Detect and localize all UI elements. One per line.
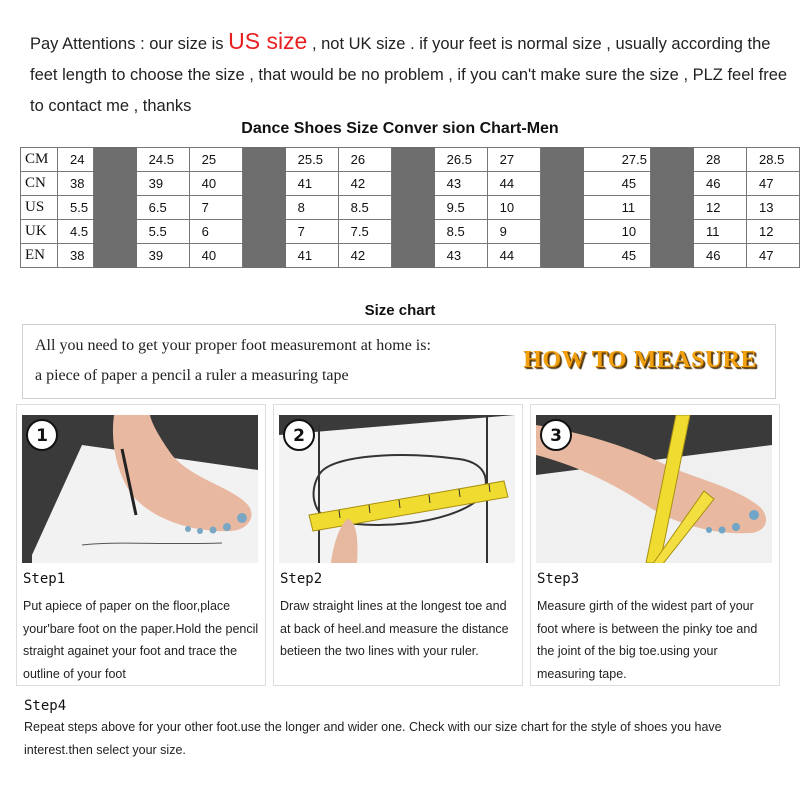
table-separator bbox=[93, 220, 136, 244]
step4-title: Step4 bbox=[24, 698, 67, 714]
size-cell: 46 bbox=[694, 172, 747, 196]
size-cell: 10 bbox=[487, 196, 540, 220]
size-cell: 4.5 bbox=[58, 220, 94, 244]
table-separator bbox=[391, 172, 434, 196]
size-cell: 25.5 bbox=[285, 148, 338, 172]
how-to-measure-banner: HOW TO MEASURE bbox=[523, 347, 757, 373]
size-chart-title: Size chart bbox=[364, 302, 436, 319]
size-cell: 7 bbox=[285, 220, 338, 244]
size-row-label: UK bbox=[21, 220, 58, 244]
size-cell: 10 bbox=[583, 220, 650, 244]
size-conversion-table bbox=[20, 147, 800, 268]
foot-trace-illustration bbox=[22, 415, 258, 563]
measure-tools: a piece of paper a pencil a ruler a measuring tape bbox=[35, 367, 349, 384]
table-separator bbox=[242, 220, 285, 244]
table-separator bbox=[651, 172, 694, 196]
table-separator bbox=[651, 148, 694, 172]
step1-panel bbox=[16, 404, 266, 686]
table-separator bbox=[391, 220, 434, 244]
table-separator bbox=[93, 244, 136, 268]
size-cell: 28 bbox=[694, 148, 747, 172]
size-cell: 47 bbox=[747, 244, 800, 268]
size-cell: 46 bbox=[694, 244, 747, 268]
size-cell: 42 bbox=[338, 244, 391, 268]
step3-panel bbox=[530, 404, 780, 686]
size-cell: 24 bbox=[58, 148, 94, 172]
notice-highlight: US size bbox=[228, 28, 308, 54]
step1-photo bbox=[22, 415, 258, 563]
size-row-cm bbox=[21, 148, 800, 172]
notice-text bbox=[30, 26, 790, 122]
size-row-cn bbox=[21, 172, 800, 196]
size-cell: 9.5 bbox=[434, 196, 487, 220]
size-cell: 5.5 bbox=[136, 220, 189, 244]
chart-title: Dance Shoes Size Conver sion Chart-Men bbox=[241, 120, 559, 137]
table-separator bbox=[651, 244, 694, 268]
size-cell: 38 bbox=[58, 244, 94, 268]
size-cell: 39 bbox=[136, 244, 189, 268]
size-cell: 11 bbox=[694, 220, 747, 244]
table-separator bbox=[93, 148, 136, 172]
table-separator bbox=[540, 172, 583, 196]
size-cell: 45 bbox=[583, 172, 650, 196]
size-cell: 41 bbox=[285, 244, 338, 268]
size-cell: 12 bbox=[694, 196, 747, 220]
size-row-en bbox=[21, 244, 800, 268]
size-cell: 6 bbox=[189, 220, 242, 244]
size-cell: 25 bbox=[189, 148, 242, 172]
size-row-label: EN bbox=[21, 244, 58, 268]
notice-part2: , not UK size . if your feet is normal size , usually according the feet length to choose the size , that would be no problem , if you can't make sure the size , PLZ feel free to contact me , thanks bbox=[30, 35, 788, 115]
size-cell: 8.5 bbox=[338, 196, 391, 220]
step1-text: Put apiece of paper on the floor,place your'bare foot on the paper.Hold the pencil straight againet your foot and trace the outline of your foot bbox=[23, 599, 259, 681]
notice-part1: Pay Attentions : our size is bbox=[30, 35, 229, 53]
table-separator bbox=[93, 196, 136, 220]
size-row-label: US bbox=[21, 196, 58, 220]
table-separator bbox=[540, 220, 583, 244]
table-separator bbox=[540, 196, 583, 220]
step2-text: Draw straight lines at the longest toe and at back of heel.and measure the distance betieen the two lines with your ruler. bbox=[280, 599, 509, 658]
size-cell: 40 bbox=[189, 244, 242, 268]
size-row-label: CN bbox=[21, 172, 58, 196]
size-cell: 8.5 bbox=[434, 220, 487, 244]
size-cell: 9 bbox=[487, 220, 540, 244]
step1-number: 1 bbox=[36, 426, 48, 446]
size-cell: 26.5 bbox=[434, 148, 487, 172]
table-separator bbox=[242, 148, 285, 172]
table-separator bbox=[242, 244, 285, 268]
step3-text: Measure girth of the widest part of your foot where is between the pinky toe and the joint of the big toe.using your measuring tape. bbox=[537, 599, 758, 681]
measure-box bbox=[22, 324, 776, 399]
size-cell: 12 bbox=[747, 220, 800, 244]
table-separator bbox=[391, 196, 434, 220]
size-cell: 39 bbox=[136, 172, 189, 196]
table-separator bbox=[242, 196, 285, 220]
size-cell: 13 bbox=[747, 196, 800, 220]
table-separator bbox=[242, 172, 285, 196]
step3-photo bbox=[536, 415, 772, 563]
size-cell: 43 bbox=[434, 172, 487, 196]
step2-panel bbox=[273, 404, 523, 686]
measure-requirements: All you need to get your proper foot measuremont at home is: bbox=[35, 337, 431, 354]
size-cell: 27.5 bbox=[583, 148, 650, 172]
size-cell: 28.5 bbox=[747, 148, 800, 172]
table-separator bbox=[391, 148, 434, 172]
table-separator bbox=[651, 196, 694, 220]
size-cell: 5.5 bbox=[58, 196, 94, 220]
size-cell: 8 bbox=[285, 196, 338, 220]
table-separator bbox=[540, 148, 583, 172]
size-cell: 43 bbox=[434, 244, 487, 268]
step2-photo bbox=[279, 415, 515, 563]
size-row-label: CM bbox=[21, 148, 58, 172]
tape-girth-illustration bbox=[536, 415, 772, 563]
size-cell: 38 bbox=[58, 172, 94, 196]
size-cell: 44 bbox=[487, 172, 540, 196]
size-cell: 44 bbox=[487, 244, 540, 268]
size-cell: 41 bbox=[285, 172, 338, 196]
size-cell: 40 bbox=[189, 172, 242, 196]
step4-text: Repeat steps above for your other foot.use the longer and wider one. Check with our size chart for the style of shoes you have interest.then select your size. bbox=[24, 720, 722, 757]
size-row-uk bbox=[21, 220, 800, 244]
size-cell: 26 bbox=[338, 148, 391, 172]
size-cell: 47 bbox=[747, 172, 800, 196]
ruler-measure-illustration bbox=[279, 415, 515, 563]
table-separator bbox=[391, 244, 434, 268]
table-separator bbox=[93, 172, 136, 196]
size-cell: 6.5 bbox=[136, 196, 189, 220]
step2-number: 2 bbox=[293, 426, 305, 446]
size-cell: 7.5 bbox=[338, 220, 391, 244]
table-separator bbox=[651, 220, 694, 244]
step3-title: Step3 bbox=[537, 571, 580, 587]
size-cell: 45 bbox=[583, 244, 650, 268]
step1-title: Step1 bbox=[23, 571, 66, 587]
step2-title: Step2 bbox=[280, 571, 323, 587]
step3-number: 3 bbox=[550, 426, 562, 446]
table-separator bbox=[540, 244, 583, 268]
size-cell: 11 bbox=[583, 196, 650, 220]
size-cell: 7 bbox=[189, 196, 242, 220]
size-cell: 24.5 bbox=[136, 148, 189, 172]
size-cell: 27 bbox=[487, 148, 540, 172]
size-cell: 42 bbox=[338, 172, 391, 196]
size-row-us bbox=[21, 196, 800, 220]
